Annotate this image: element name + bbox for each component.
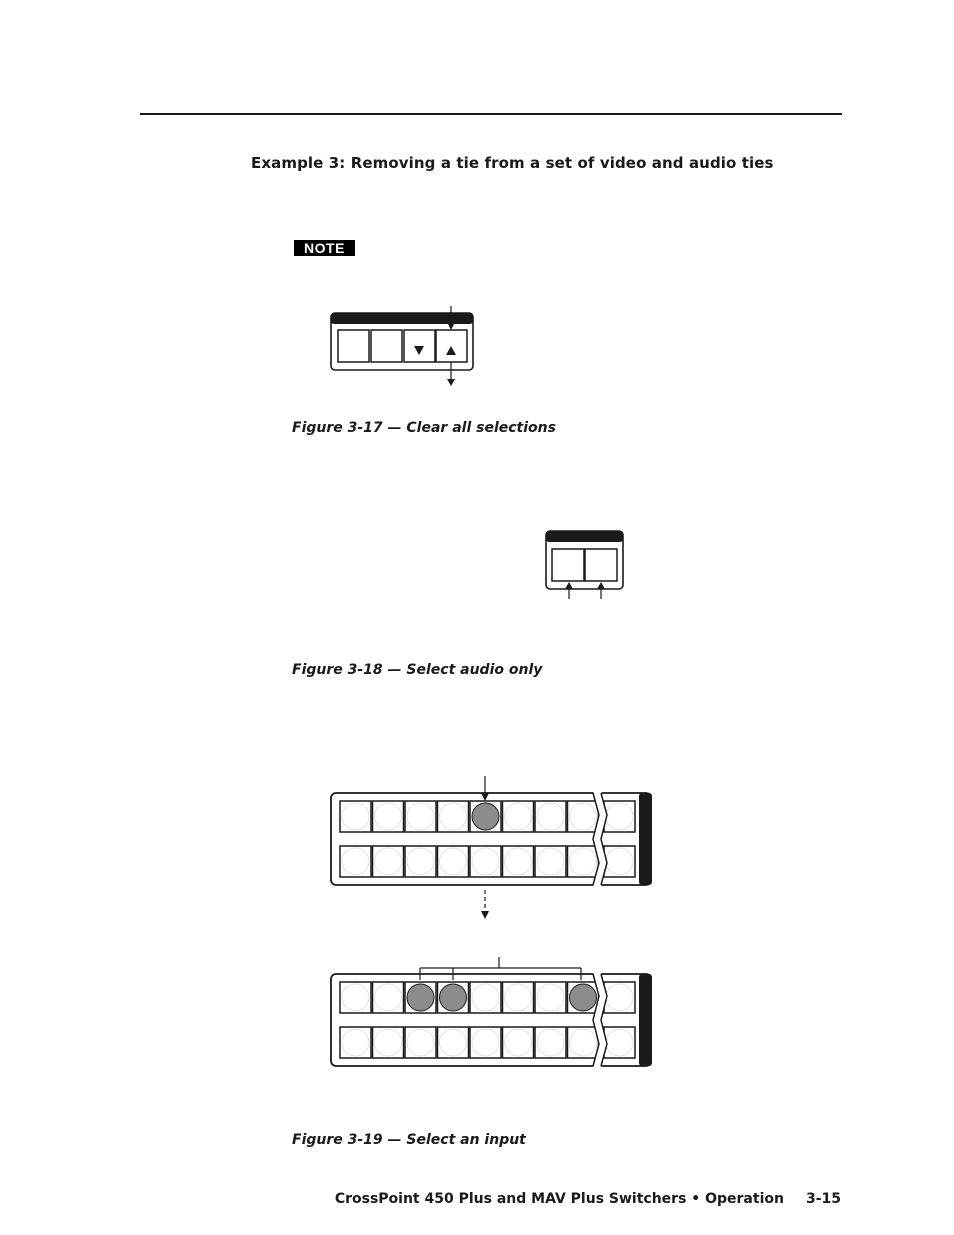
unlit-indicator (375, 848, 402, 875)
unlit-indicator (505, 848, 532, 875)
unlit-indicator (407, 848, 434, 875)
lit-indicator (570, 984, 597, 1011)
figure-3-19-diagram (325, 770, 665, 1080)
unlit-indicator (606, 848, 633, 875)
unlit-indicator (505, 1029, 532, 1056)
unlit-indicator (342, 984, 369, 1011)
unlit-indicator (472, 1029, 499, 1056)
page-number: 3-15 (805, 1191, 841, 1207)
figure-3-17-diagram (325, 300, 485, 395)
unlit-indicator (342, 1029, 369, 1056)
unlit-indicator (375, 984, 402, 1011)
unlit-indicator (407, 803, 434, 830)
unlit-indicator (342, 848, 369, 875)
unlit-indicator (570, 1029, 597, 1056)
note-badge: NOTE (294, 240, 355, 256)
lit-indicator (407, 984, 434, 1011)
figure-3-18-caption: Figure 3-18 — Select audio only (292, 662, 543, 678)
figure-3-19-caption: Figure 3-19 — Select an input (292, 1132, 526, 1148)
lit-indicator (440, 984, 467, 1011)
unlit-indicator (570, 848, 597, 875)
unlit-indicator (606, 803, 633, 830)
unlit-indicator (505, 984, 532, 1011)
footer-title: CrossPoint 450 Plus and MAV Plus Switchers • Operation (334, 1191, 784, 1207)
page-footer (335, 1191, 841, 1207)
input-button-panel-after (331, 972, 652, 1068)
unlit-indicator (407, 1029, 434, 1056)
figure-3-18-diagram (540, 525, 632, 605)
unlit-indicator (537, 848, 564, 875)
unlit-indicator (606, 984, 633, 1011)
unlit-indicator (537, 1029, 564, 1056)
unlit-indicator (440, 848, 467, 875)
section-heading: Example 3: Removing a tie from a set of video and audio ties (251, 154, 774, 172)
unlit-indicator (537, 984, 564, 1011)
unlit-indicator (537, 803, 564, 830)
unlit-indicator (606, 1029, 633, 1056)
lit-indicator (472, 803, 499, 830)
input-button-panel-before (331, 791, 652, 887)
unlit-indicator (505, 803, 532, 830)
unlit-indicator (440, 1029, 467, 1056)
unlit-indicator (342, 803, 369, 830)
unlit-indicator (375, 803, 402, 830)
unlit-indicator (375, 1029, 402, 1056)
figure-3-17-caption: Figure 3-17 — Clear all selections (292, 420, 556, 436)
top-rule (140, 113, 842, 115)
unlit-indicator (472, 848, 499, 875)
unlit-indicator (472, 984, 499, 1011)
unlit-indicator (570, 803, 597, 830)
unlit-indicator (440, 803, 467, 830)
